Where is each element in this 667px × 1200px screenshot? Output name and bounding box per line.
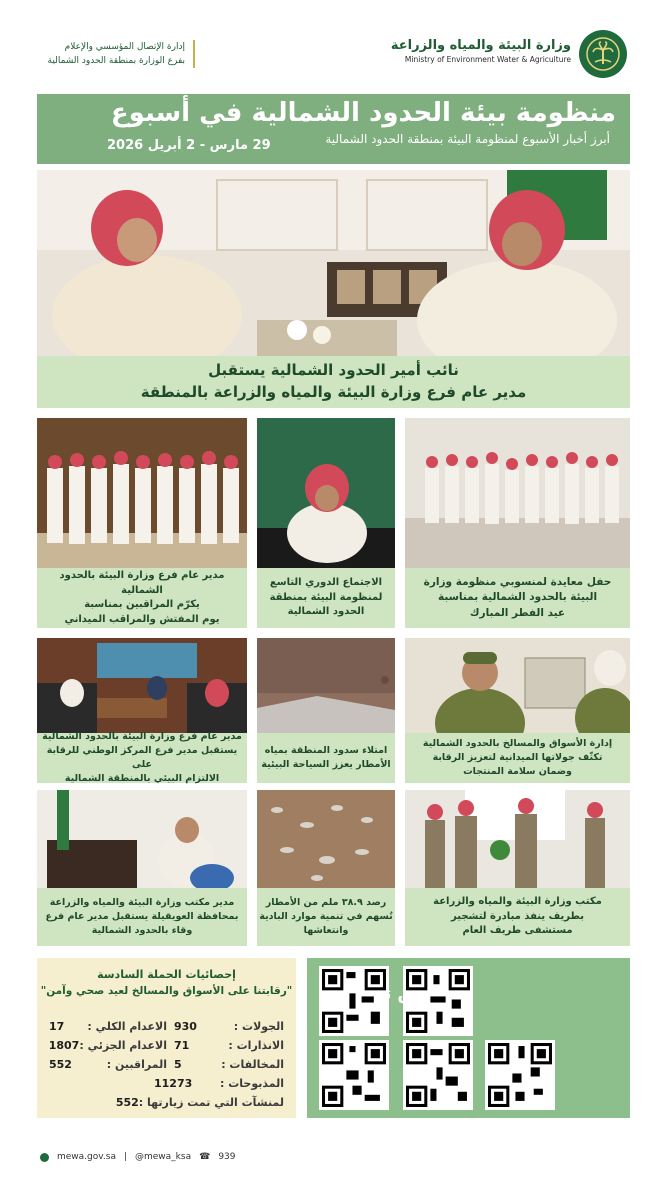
caption-line: رصد ٣٨.٩ ملم من الأمطار: [265, 897, 387, 909]
ministry-logo: [579, 30, 627, 78]
caption-line: الاجتماع الدوري التاسع: [269, 577, 383, 589]
stat-value: 11273: [154, 1077, 193, 1090]
caption-line: بطريف ينفذ مبادرة لتشجير: [451, 910, 584, 922]
news-caption-5: [257, 733, 395, 783]
stat-value: 1807: [48, 1039, 80, 1052]
stat-value: 552: [115, 1096, 139, 1109]
caption-line: تُسهم في تنمية موارد البادية: [259, 911, 393, 923]
phone-icon: ☎: [199, 1152, 211, 1162]
news-photo-dams: [257, 638, 395, 733]
news-caption-4: [405, 733, 630, 783]
qr-code-3[interactable]: [485, 1040, 555, 1110]
stats-campaign: "رقابتنا على الأسواق والمسالخ لعيد صحي وآمن": [40, 985, 293, 997]
stat-row: [174, 1058, 284, 1071]
caption-line: البيئة بالحدود الشمالية بمناسبة: [437, 591, 598, 604]
stat-label: المذبوحات :: [220, 1077, 284, 1090]
globe-icon: [40, 1153, 49, 1162]
ministry-name-ar: وزارة البيئة والمياه والزراعة: [390, 38, 571, 53]
caption-line: الالتزام البيئي بالمنطقة الشمالية: [64, 772, 220, 784]
stat-row: [49, 1039, 167, 1052]
qr-code-1[interactable]: [403, 966, 473, 1036]
caption-line: لمنظومة البيئة بمنطقة: [269, 591, 383, 603]
title-banner: [37, 94, 630, 164]
news-caption-9: [37, 888, 247, 946]
news-photo-inspectors-honor: [37, 418, 247, 568]
hero-caption-line-2: مدير عام فرع وزارة البيئة والمياه والزراعة بالمنطقة: [140, 383, 527, 401]
caption-line: وقاء بالحدود الشمالية: [91, 924, 193, 936]
caption-line: يكرّم المراقبين بمناسبة: [84, 599, 200, 610]
caption-line: مدير مكتب وزارة البيئة والمياه والزراعة: [49, 897, 235, 909]
news-caption-3: [37, 568, 247, 628]
stat-row: [115, 1096, 284, 1109]
hero-caption-line-1: نائب أمير الحدود الشمالية يستقبل: [208, 361, 459, 380]
footer-website[interactable]: mewa.gov.sa: [57, 1152, 116, 1162]
stat-row: [49, 1058, 167, 1071]
qr-code-2[interactable]: [319, 966, 389, 1036]
footer: [40, 1152, 236, 1162]
palm-icon: [585, 36, 621, 72]
caption-line: بمحافظة العويقيلة يستقبل مدير عام فرع: [45, 911, 239, 923]
footer-phone[interactable]: 939: [218, 1152, 236, 1162]
news-caption-2: [257, 568, 395, 628]
caption-line: تكثّف جولاتها الميدانية لتعزيز الرقابة: [432, 752, 603, 764]
stat-label: الاعدام الكلي :: [87, 1020, 167, 1033]
caption-line: إدارة الأسواق والمسالخ بالحدود الشمالية: [422, 738, 613, 750]
caption-line: وانتعاشها: [303, 924, 349, 936]
footer-handle[interactable]: @mewa_ksa: [135, 1152, 192, 1162]
caption-line: عيد الفطر المبارك: [469, 606, 566, 619]
stat-label: المخالفات :: [221, 1058, 284, 1071]
caption-line: الحدود الشمالية: [287, 606, 365, 618]
caption-line: مدير عام فرع وزارة البيئة بالحدود الشمالية: [42, 731, 242, 743]
news-caption-7: [405, 888, 630, 946]
stat-value: 71: [174, 1039, 190, 1052]
stats-heading: إحصائيات الحملة السادسة: [97, 968, 236, 981]
news-photo-eid-celebration: [405, 418, 630, 568]
stat-row: [174, 1039, 284, 1052]
news-photo-rainfall: [257, 790, 395, 888]
news-photo-tree-planting: [405, 790, 630, 888]
qr-code-4[interactable]: [403, 1040, 473, 1110]
caption-line: امتلاء سدود المنطقة بمياه: [264, 745, 388, 757]
department-line-1: إدارة الإتصال المؤسسي والإعلام: [64, 42, 185, 52]
caption-line: مدير عام فرع وزارة البيئة بالحدود الشمالية: [59, 570, 225, 596]
stat-row: [154, 1077, 284, 1090]
stat-value: 5: [174, 1058, 182, 1071]
stat-label: الانذارات :: [228, 1039, 284, 1052]
news-caption-1: [405, 568, 630, 628]
stat-label: لمنشآت التي تمت زيارتها :: [138, 1096, 284, 1109]
campaign-stats: [37, 958, 296, 1118]
news-photo-periodic-meeting: [257, 418, 395, 568]
news-photo-uwayqilah-office: [37, 790, 247, 888]
hero-photo: [37, 170, 630, 356]
page-title: منظومة بيئة الحدود الشمالية في أسبوع: [110, 98, 616, 128]
news-caption-8: [257, 888, 395, 946]
news-photo-env-compliance: [37, 638, 247, 733]
caption-line: يستقبل مدير فرع المركز الوطني للرقابة على: [46, 745, 238, 770]
caption-line: مكتب وزارة البيئة والمياه والزراعة: [433, 896, 602, 908]
page-subtitle: أبرز أخبار الأسبوع لمنظومة البيئة بمنطقة الحدود الشمالية: [325, 132, 610, 146]
stat-label: الجولات :: [233, 1020, 284, 1033]
ministry-name: [391, 38, 571, 64]
caption-line: يوم المفتش والمراقب الميداني: [64, 613, 220, 625]
ministry-name-en: Ministry of Environment Water & Agriculture: [404, 55, 571, 64]
caption-line: الأمطار يعزز السياحة البيئية: [261, 759, 391, 770]
caption-line: مستشفى طريف العام: [462, 925, 573, 937]
news-photo-market-inspection: [405, 638, 630, 733]
department-line-2: بفرع الوزارة بمنطقة الحدود الشمالية: [47, 56, 185, 66]
stat-value: 17: [49, 1020, 65, 1033]
stat-row: [174, 1020, 284, 1033]
qr-code-5[interactable]: [319, 1040, 389, 1110]
stat-value: 552: [49, 1058, 72, 1071]
date-range: 29 مارس - 2 أبريل 2026: [107, 138, 271, 153]
stat-label: المراقبين :: [106, 1058, 167, 1071]
caption-line: حفل معايدة لمنسوبي منظومة وزارة: [423, 576, 612, 589]
hero-caption: [37, 356, 630, 408]
stat-label: الاعدام الجزئي :: [79, 1039, 167, 1052]
department-name: [40, 40, 195, 68]
stat-row: [49, 1020, 167, 1033]
caption-line: وضمان سلامة المنتجات: [463, 765, 572, 777]
volunteer-opportunities: [307, 958, 630, 1118]
at-icon: |: [123, 1152, 127, 1162]
news-caption-6: [37, 733, 247, 783]
stat-value: 930: [174, 1020, 197, 1033]
